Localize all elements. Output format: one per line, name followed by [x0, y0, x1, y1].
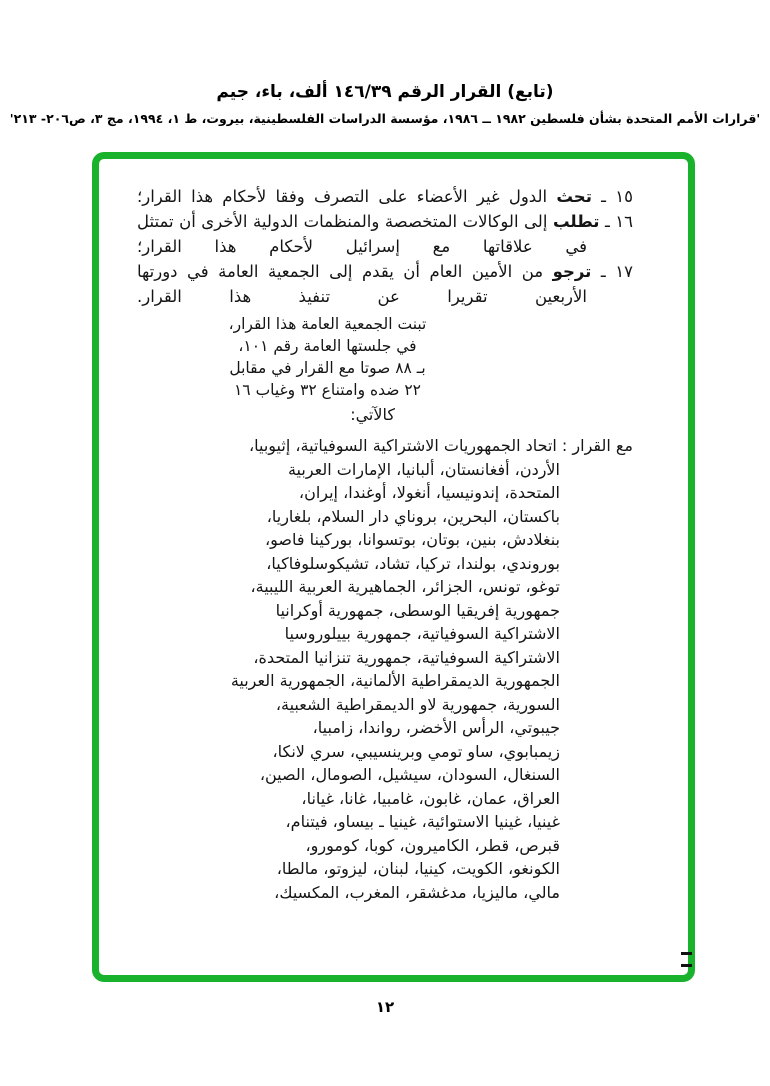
country-line: بنغلادش، بنين، بوتان، بوتسوانا، بوركينا فاصو، — [265, 530, 560, 549]
country-line: توغو، تونس، الجزائر، الجماهيرية العربية الليبية، — [250, 577, 560, 596]
ink-mark — [681, 952, 692, 967]
document-header — [0, 80, 770, 127]
country-line: اتحاد الجمهوريات الاشتراكية السوفياتية، إثيوبيا، — [248, 436, 557, 455]
country-line: الكونغو، الكويت، كينيا، لبنان، ليزوتو، مالطا، — [276, 859, 560, 878]
clause-17 — [137, 259, 633, 309]
adoption-note-line: تبنت الجمعية العامة هذا القرار، — [228, 315, 427, 333]
clause-number: ١٦ ـ — [604, 212, 634, 231]
country-line: السورية، جمهورية لاو الديمقراطية الشعبية، — [275, 694, 560, 714]
clause-number: ١٥ ـ — [601, 187, 633, 206]
source-citation: 'قرارات الأمم المتحدة بشأن فلسطين ⁦١٩٨٢ ــ ١٩٨٦⁩، مؤسسة الدراسات الفلسطينية، بيروت، ط ١، ١٩٩٤، مج ٣، ص⁦٢٠٦- ٢١٣⁩' — [9, 111, 761, 126]
clause-text: الدول غير الأعضاء على التصرف وفقا لأحكام هذا القرار؛ — [137, 187, 548, 206]
as-follows-label: كالآتي: — [350, 405, 395, 424]
country-line: العراق، عمان، غابون، غامبيا، غانا، غيانا، — [301, 788, 560, 808]
country-line: الاشتراكية السوفياتية، جمهورية تنزانيا المتحدة، — [253, 647, 560, 667]
country-line: بوروندي، بولندا، تركيا، تشاد، تشيكوسلوفاكيا، — [266, 553, 560, 573]
clause-verb: ترجو — [552, 262, 592, 281]
country-line: مالي، ماليزيا، مدغشقر، المغرب، المكسيك، — [274, 882, 560, 902]
country-line: الأردن، أفغانستان، ألبانيا، الإمارات العربية — [287, 459, 560, 479]
country-line: المتحدة، إندونيسيا، أنغولا، أوغندا، إيران، — [298, 483, 560, 502]
clause-15 — [137, 184, 633, 209]
country-line: الجمهورية الديمقراطية الألمانية، الجمهورية العربية — [230, 671, 560, 690]
country-line: السنغال، السودان، سيشيل، الصومال، الصين، — [259, 765, 560, 784]
country-line: جمهورية إفريقيا الوسطى، جمهورية أوكرانيا — [275, 600, 560, 620]
clause-text: إلى الوكالات المتخصصة والمنظمات الدولية الأخرى أن تمتثل في علاقاتها مع إسرائيل لأحكام هذا القرار؛ — [137, 212, 587, 256]
page-number: ١٢ — [375, 998, 395, 1016]
country-line: غينيا، غينيا الاستوائية، غينيا ـ بيساو، فيتنام، — [285, 812, 560, 831]
clause-16 — [137, 209, 633, 259]
clause-text: من الأمين العام أن يقدم إلى الجمعية العامة في دورتها الأربعين تقريرا عن تنفيذ هذا القرار. — [137, 262, 587, 306]
adoption-note-line: بـ ٨٨ صوتا مع القرار في مقابل — [229, 359, 426, 377]
country-line: الاشتراكية السوفياتية، جمهورية بييلوروسيا — [284, 624, 560, 643]
country-line: قبرص، قطر، الكاميرون، كوبا، كومورو، — [305, 835, 560, 855]
adoption-note-line: ٢٢ ضده وامتناع ٣٢ وغياب ١٦ — [233, 381, 422, 399]
page-title: (تابع) القرار الرقم ١٤٦/٣٩ ألف، باء، جيم — [216, 82, 554, 102]
adoption-note-line: في جلستها العامة رقم ١٠١، — [238, 337, 417, 355]
adoption-note — [200, 313, 455, 401]
resolution-body — [137, 184, 633, 904]
country-line: زيمبابوي، ساو تومي وبرينسيبي، سري لانكا، — [272, 741, 560, 761]
clause-number: ١٧ ـ — [600, 262, 633, 281]
clause-verb: تطلب — [552, 212, 600, 231]
clause-verb: تحث — [556, 187, 592, 206]
country-line: باكستان، البحرين، بروناي دار السلام، بلغاريا، — [266, 506, 560, 526]
vote-with-entry — [137, 434, 633, 458]
country-line: جيبوتي، الرأس الأخضر، رواندا، زامبيا، — [312, 718, 560, 737]
vote-with-label: مع القرار — [572, 436, 633, 455]
vote-country-list — [137, 434, 633, 904]
label-separator: : — [556, 436, 573, 455]
